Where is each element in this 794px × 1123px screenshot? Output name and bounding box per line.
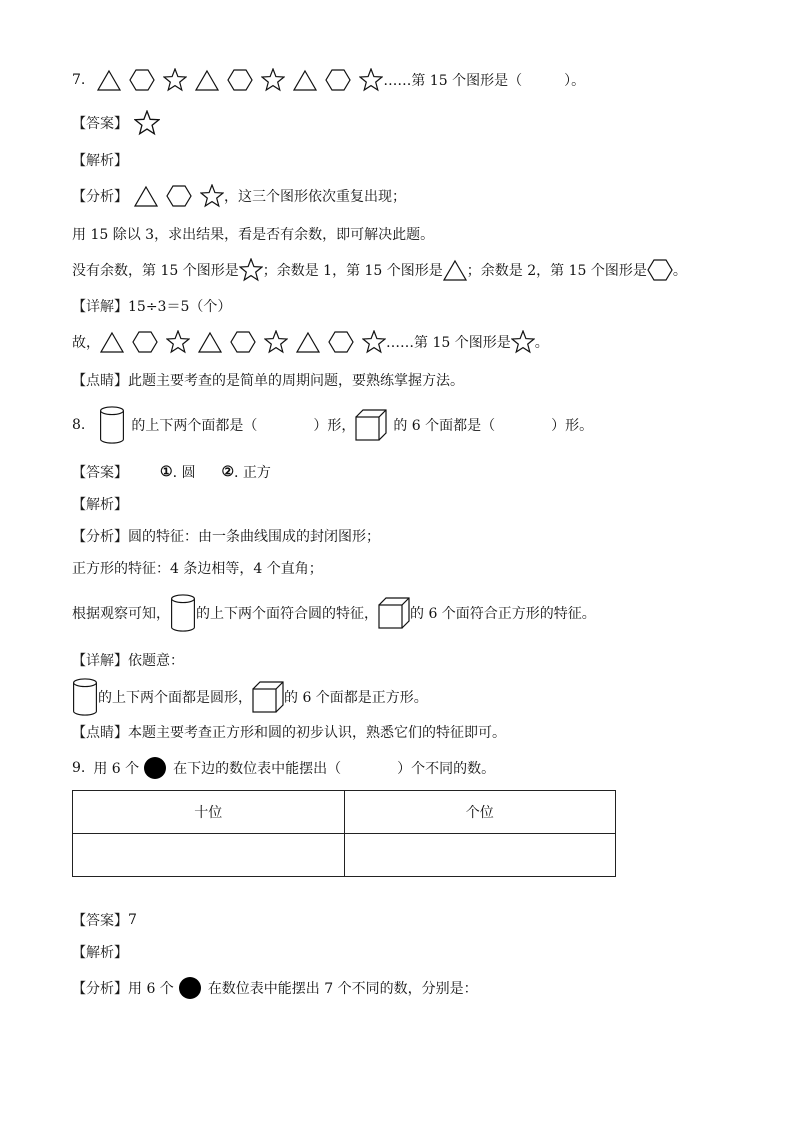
question-number: 9. xyxy=(72,760,86,776)
detail-text: 依题意： xyxy=(128,653,184,669)
header-tens: 十位 xyxy=(73,791,345,834)
analysis-label: 【解析】 xyxy=(72,153,128,169)
q9-text-b: 在下边的数位表中能摆出（ ）个不同的数。 xyxy=(173,761,496,777)
answer-label: 【答案】 xyxy=(72,116,128,132)
q7-method xyxy=(72,224,434,244)
q7-dianjing xyxy=(72,370,464,390)
star-icon xyxy=(359,68,383,92)
answer-1: . 圆 xyxy=(172,465,196,481)
answer-label: 【答案】 xyxy=(72,465,128,481)
cell-tens xyxy=(73,834,345,877)
detail-text: 15÷3＝5（个） xyxy=(128,299,232,315)
analysis-label: 【解析】 xyxy=(72,497,128,513)
table-header-row xyxy=(73,791,616,834)
fenxi-label: 【分析】 xyxy=(72,529,128,545)
q7-question xyxy=(72,68,585,92)
q7-conclusion xyxy=(72,330,549,354)
q8-text-b: 的 6 个面都是（ ）形。 xyxy=(393,418,594,434)
answer-value: 7 xyxy=(128,912,137,928)
star-icon xyxy=(239,258,263,282)
dianjing-label: 【点睛】 xyxy=(72,373,128,389)
q8-detail-body xyxy=(72,678,428,716)
fenxi-label: 【分析】 xyxy=(72,981,128,997)
obs-c: 的 6 个面符合正方形的特征。 xyxy=(410,606,596,622)
q8-analysis xyxy=(72,494,128,514)
black-circle-icon xyxy=(178,976,202,1000)
star-icon xyxy=(264,330,288,354)
q8-answer xyxy=(72,462,271,482)
square-feature-text: 正方形的特征：4 条边相等，4 个直角； xyxy=(72,561,323,577)
triangle-icon xyxy=(195,69,219,91)
dianjing-label: 【点睛】 xyxy=(72,725,128,741)
q8-detail xyxy=(72,650,184,670)
q7-cases xyxy=(72,258,687,282)
q8-question xyxy=(72,406,593,444)
hexagon-icon xyxy=(328,331,354,353)
header-ones: 个位 xyxy=(344,791,616,834)
black-circle-icon xyxy=(143,756,167,780)
q8-fenxi xyxy=(72,526,380,546)
q7-detail xyxy=(72,296,231,316)
hexagon-icon xyxy=(166,185,192,207)
fenxi-b: 在数位表中能摆出 7 个不同的数，分别是： xyxy=(207,981,478,997)
q7-answer xyxy=(72,110,160,136)
answer-label: 【答案】 xyxy=(72,913,128,929)
det-a: 的上下两个面都是圆形， xyxy=(98,690,252,706)
q8-square-feature xyxy=(72,558,323,578)
hexagon-icon xyxy=(230,331,256,353)
obs-a: 根据观察可知， xyxy=(72,606,170,622)
star-icon xyxy=(200,184,224,208)
gu-end: 。 xyxy=(534,335,549,351)
gu-tail: ……第 15 个图形是 xyxy=(386,335,511,351)
triangle-icon xyxy=(443,259,467,281)
case-end: 。 xyxy=(672,263,687,279)
cell-ones xyxy=(344,834,616,877)
cube-icon xyxy=(378,597,410,629)
star-icon xyxy=(261,68,285,92)
hexagon-icon xyxy=(647,259,673,281)
place-value-table xyxy=(72,790,616,877)
q9-fenxi xyxy=(72,976,478,1000)
cube-icon xyxy=(355,409,387,441)
case-b-text: ；余数是 1，第 15 个图形是 xyxy=(262,263,443,279)
answer-1-number: ① xyxy=(160,464,173,480)
q8-observation xyxy=(72,594,596,632)
star-icon xyxy=(163,68,187,92)
question-text: ……第 15 个图形是（ ）。 xyxy=(383,73,586,89)
q7-fenxi xyxy=(72,184,406,208)
det-b: 的 6 个面都是正方形。 xyxy=(284,690,428,706)
fenxi-text: 圆的特征：由一条曲线围成的封闭图形； xyxy=(128,529,380,545)
dianjing-text: 本题主要考查正方形和圆的初步认识，熟悉它们的特征即可。 xyxy=(128,725,506,741)
cube-icon xyxy=(252,681,284,713)
case-a-text: 没有余数，第 15 个图形是 xyxy=(72,263,239,279)
method-text: 用 15 除以 3，求出结果，看是否有余数，即可解决此题。 xyxy=(72,227,435,243)
answer-2-number: ② xyxy=(221,464,235,480)
question-number: 7. xyxy=(72,72,86,88)
q7-analysis xyxy=(72,150,128,170)
case-c-text: ；余数是 2，第 15 个图形是 xyxy=(466,263,647,279)
q9-question xyxy=(72,756,495,780)
detail-label: 【详解】 xyxy=(72,299,128,315)
cylinder-icon xyxy=(170,594,196,632)
answer-2: . 正方 xyxy=(234,465,271,481)
question-number: 8. xyxy=(72,417,86,433)
dianjing-text: 此题主要考查的是简单的周期问题，要熟练掌握方法。 xyxy=(128,373,464,389)
triangle-icon xyxy=(97,69,121,91)
star-icon xyxy=(362,330,386,354)
detail-label: 【详解】 xyxy=(72,653,128,669)
hexagon-icon xyxy=(325,69,351,91)
q8-dianjing xyxy=(72,722,506,742)
analysis-label: 【解析】 xyxy=(72,945,128,961)
fenxi-a: 用 6 个 xyxy=(128,981,174,997)
fenxi-label: 【分析】 xyxy=(72,189,128,205)
star-icon xyxy=(134,110,160,136)
q9-text-a: 用 6 个 xyxy=(93,761,140,777)
triangle-icon xyxy=(100,331,124,353)
hexagon-icon xyxy=(227,69,253,91)
triangle-icon xyxy=(293,69,317,91)
triangle-icon xyxy=(296,331,320,353)
table-row xyxy=(73,834,616,877)
fenxi-text: ，这三个图形依次重复出现； xyxy=(224,189,406,205)
hexagon-icon xyxy=(129,69,155,91)
q9-answer xyxy=(72,910,137,930)
star-icon xyxy=(166,330,190,354)
q8-text-a: 的上下两个面都是（ ）形， xyxy=(131,418,356,434)
cylinder-icon xyxy=(72,678,98,716)
obs-b: 的上下两个面符合圆的特征， xyxy=(196,606,378,622)
triangle-icon xyxy=(198,331,222,353)
star-icon xyxy=(511,330,535,354)
q9-analysis xyxy=(72,942,128,962)
cylinder-icon xyxy=(99,406,125,444)
triangle-icon xyxy=(134,185,158,207)
gu-text: 故， xyxy=(72,335,100,351)
hexagon-icon xyxy=(132,331,158,353)
